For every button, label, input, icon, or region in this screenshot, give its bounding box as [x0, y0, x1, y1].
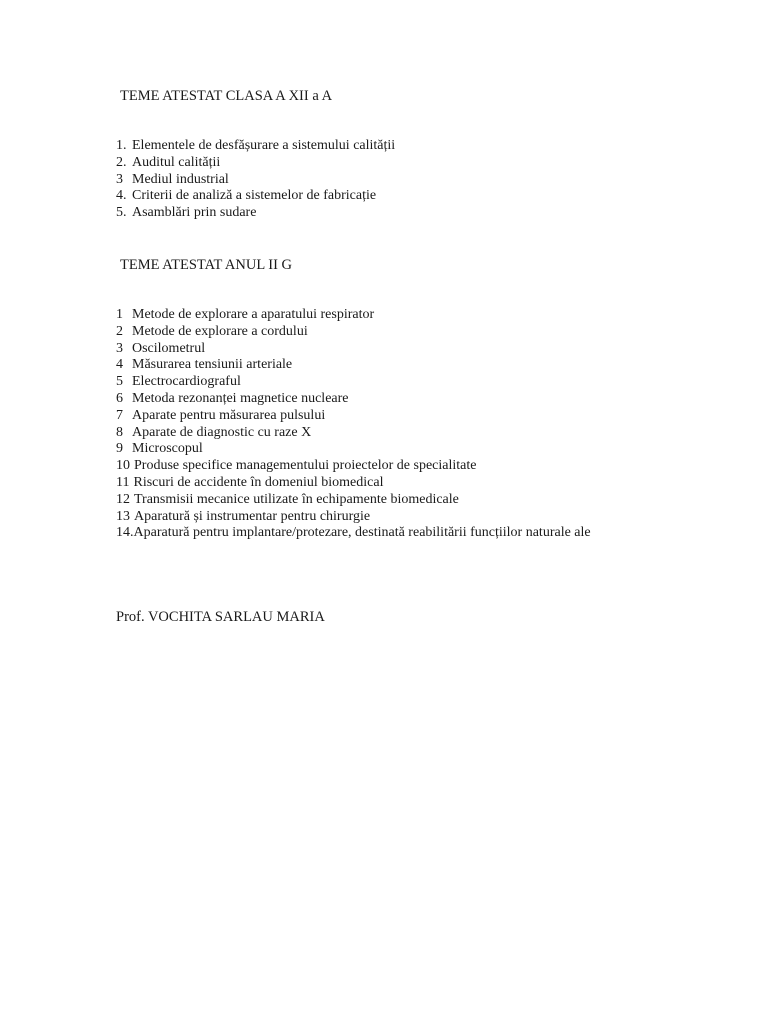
- topics-list-clasa-xii: [116, 138, 395, 222]
- item-number: 3: [116, 340, 123, 356]
- item-number: 5: [116, 374, 123, 390]
- item-number: 11: [116, 474, 130, 490]
- list-item: [116, 205, 395, 222]
- item-number: 10: [116, 458, 130, 474]
- list-item: [116, 509, 591, 526]
- item-number: 7: [116, 407, 123, 423]
- item-number: 12: [116, 491, 130, 507]
- list-item: [116, 492, 591, 509]
- item-number: 1: [116, 307, 123, 322]
- item-text: Măsurarea tensiunii arteriale: [132, 357, 293, 373]
- item-number: 1.: [116, 138, 127, 153]
- list-item: [116, 324, 591, 341]
- item-text: Metode de explorare a cordului: [132, 323, 308, 339]
- item-text: Aparatură și instrumentar pentru chirurgie: [134, 508, 371, 524]
- item-text: Criterii de analiză a sistemelor de fabricație: [132, 188, 377, 204]
- item-number: 8: [116, 424, 123, 440]
- item-number: 3: [116, 171, 123, 187]
- item-number: 2: [116, 323, 123, 339]
- section-heading-anul-ii-g: TEME ATESTAT ANUL II G: [120, 257, 293, 273]
- list-item: [116, 188, 395, 205]
- list-item: [116, 374, 591, 391]
- list-item: [116, 525, 591, 542]
- section-heading-clasa-xii: TEME ATESTAT CLASA A XII a A: [120, 88, 333, 104]
- topics-list-anul-ii-g: [116, 307, 591, 542]
- list-item: [116, 475, 591, 492]
- list-item: [116, 425, 591, 442]
- item-number: 4.: [116, 188, 127, 204]
- item-text: Auditul calității: [132, 154, 221, 170]
- author-signature: Prof. VOCHITA SARLAU MARIA: [116, 609, 325, 625]
- item-number: 5.: [116, 205, 127, 221]
- item-text: Aparatură pentru implantare/protezare, destinată reabilitării funcțiilor naturale ale: [133, 525, 591, 541]
- list-item: [116, 341, 591, 358]
- item-text: Riscuri de accidente în domeniul biomedical: [133, 474, 384, 490]
- list-item: [116, 458, 591, 475]
- item-number: 9: [116, 441, 123, 457]
- item-text: Electrocardiograful: [132, 374, 241, 390]
- list-item: [116, 441, 591, 458]
- item-text: Produse specifice managementului proiectelor de specialitate: [134, 458, 477, 474]
- item-text: Aparate de diagnostic cu raze X: [132, 424, 312, 440]
- item-number: 13: [116, 508, 130, 524]
- item-text: Mediul industrial: [132, 171, 229, 187]
- item-number: 2.: [116, 154, 127, 170]
- item-number: 6: [116, 390, 123, 406]
- item-text: Metoda rezonanței magnetice nucleare: [132, 390, 349, 406]
- list-item: [116, 172, 395, 189]
- item-text: Asamblări prin sudare: [132, 205, 257, 221]
- list-item: [116, 155, 395, 172]
- list-item: [116, 391, 591, 408]
- item-text: Oscilometrul: [132, 340, 206, 356]
- item-text: Elementele de desfășurare a sistemului calității: [132, 138, 396, 153]
- item-number: 14.: [116, 525, 134, 541]
- list-item: [116, 408, 591, 425]
- list-item: [116, 307, 591, 324]
- item-number: 4: [116, 357, 123, 373]
- item-text: Metode de explorare a aparatului respirator: [132, 307, 375, 322]
- list-item: [116, 138, 395, 155]
- item-text: Aparate pentru măsurarea pulsului: [132, 407, 326, 423]
- list-item: [116, 357, 591, 374]
- item-text: Microscopul: [132, 441, 203, 457]
- item-text: Transmisii mecanice utilizate în echipamente biomedicale: [134, 491, 459, 507]
